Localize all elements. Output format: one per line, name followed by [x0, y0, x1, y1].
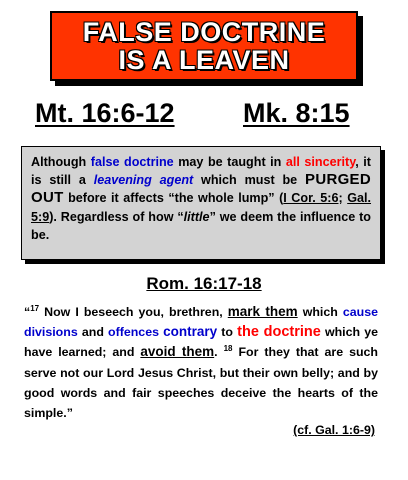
matthew-reference: Mt. 16:6-12 [35, 98, 175, 128]
all-sincerity-term: all sincerity [285, 155, 356, 169]
title-line-2: IS A LEAVEN [118, 45, 290, 75]
note-text: Although [31, 155, 91, 169]
leavening-agent-term: leavening agent [93, 173, 194, 188]
explanation-box [21, 146, 381, 260]
false-doctrine-term: false doctrine [90, 155, 174, 169]
verse-text: and [77, 325, 109, 340]
note-text: ). Regardless of how “ [49, 209, 184, 224]
cause-divisions-term: cause divisions [24, 305, 378, 340]
title-banner [50, 11, 358, 81]
verse-text: which ye have learned; and [24, 325, 378, 360]
romans-heading: Rom. 16:17-18 [146, 274, 262, 293]
contrary-term: contrary [163, 324, 218, 340]
the-doctrine-term: the doctrine [237, 324, 321, 341]
mark-reference: Mk. 8:15 [243, 98, 350, 128]
verse-text: . [214, 345, 224, 360]
offences-term: offences [108, 325, 159, 340]
verse-text: to [217, 325, 238, 340]
verse-text: For they that are such serve not our Lord Jesus Christ, but their own belly; and by good words and fair speeches deceive the hearts of the simple.” [24, 345, 379, 421]
note-text: may be taught in [173, 155, 286, 169]
romans-quotation [24, 302, 378, 423]
corinthians-reference: I Cor. 5:6 [283, 191, 339, 206]
note-text: before it affects “the whole lump” ( [63, 191, 284, 206]
galatians-reference: Gal. 5:9 [31, 191, 372, 224]
note-text: , it is still a [31, 155, 371, 188]
note-text: ” we deem the influence to be. [31, 209, 371, 242]
title-line-1: FALSE DOCTRINE [82, 17, 326, 47]
little-term: little [183, 209, 210, 224]
open-quote: “ [24, 305, 31, 319]
verse-text: Now I beseech you, brethren, [39, 305, 228, 319]
verse-number-18: 18 [223, 344, 233, 354]
cross-reference: (cf. Gal. 1:6-9) [293, 423, 375, 437]
mark-them-term: mark them [227, 304, 298, 319]
verse-number-17: 17 [30, 303, 40, 313]
note-text: which must be [193, 173, 306, 188]
note-text: ; [338, 191, 348, 206]
purged-out-term: PURGED OUT [31, 171, 371, 207]
avoid-them-term: avoid them [140, 344, 215, 360]
scripture-references [0, 97, 408, 131]
verse-text: which [297, 305, 343, 319]
